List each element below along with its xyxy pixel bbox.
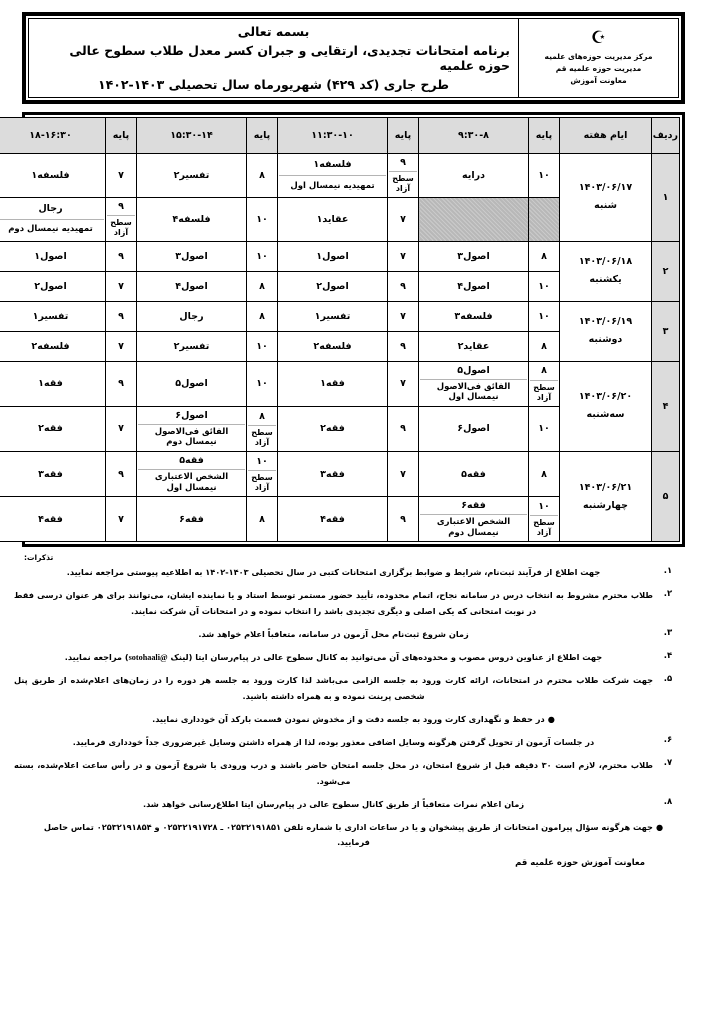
course-cell: اصول۳: [137, 241, 247, 271]
grade-cell: ۷: [388, 197, 419, 241]
course-split: [138, 408, 245, 450]
course-cell: تفسیر۱: [0, 301, 106, 331]
course-secondary: تمهیدیه نیمسال دوم: [8, 224, 93, 235]
signature-line: معاونت آموزش حوزه علمیه قم: [515, 857, 645, 868]
course-cell: اصول۶: [419, 406, 529, 451]
grade-cell: ۱۰: [529, 301, 560, 331]
document-header: [22, 12, 685, 104]
table-row: [0, 301, 680, 331]
grade-split: [248, 453, 276, 495]
bismillah-text: بسمه تعالی: [237, 24, 310, 39]
note-bullet: [14, 820, 693, 851]
course-cell: فقه۱: [278, 361, 388, 406]
note-number: ۵.: [663, 673, 673, 684]
grade-split: [389, 155, 417, 196]
course-cell: فقه۶: [137, 497, 247, 542]
grade-cell: ۹: [106, 361, 137, 406]
note-item: [14, 758, 693, 790]
grade-cell: ۱۰: [247, 241, 278, 271]
course-cell: [0, 197, 106, 241]
note-text: جهت شرکت طلاب محترم در امتحانات، ارائه کارت ورود به جلسه الزامی می‌باشد لذا کارت ورود به جلسه هر دوره را در زمان‌های اعلام‌شده از طریق پنل شخصی پرینت نموده و به همراه داشته باشید.: [14, 675, 653, 702]
note-item: [14, 588, 693, 620]
note-text: طلاب محترم مشروط به انتخاب درس در سامانه نجاح، اتمام محدوده، تأیید حضور مستمر توسط استاد و یا نماینده ایشان، می‌توانند برای هر عنوان درسی فقط در نوبت امتحانی که یکی اصلی و دیگری تجدیدی باشد را انتخاب نموده و در امتحانات آن شرکت نمایند.: [14, 590, 653, 617]
grade-cell: [529, 361, 560, 406]
course-cell: تفسیر۲: [137, 331, 247, 361]
grade-cell: ۱۰: [529, 406, 560, 451]
note-number: ۸.: [663, 797, 673, 808]
grade-cell: ۹: [388, 331, 419, 361]
grade-cell: ۷: [388, 301, 419, 331]
course-secondary: تمهیدیه نیمسال اول: [290, 180, 375, 191]
exam-weekday: چهارشنبه: [582, 499, 628, 511]
note-item: [14, 735, 693, 751]
course-secondary: الشخص الاعتباری نیمسال اول: [154, 471, 229, 493]
notes-section: [14, 553, 693, 868]
org-line-3: معاونت آموزش: [570, 76, 627, 86]
grade-cell: ۷: [106, 331, 137, 361]
col-header-paye-4: پایه: [106, 118, 137, 154]
grade-cell: ۸: [247, 301, 278, 331]
note-bullet-text: جهت هرگونه سؤال پیرامون امتحانات از طریق پیشخوان و یا در ساعات اداری با شماره تلفن ۰۲۵۳۲۱۹۱۸۵۱ ـ ۰۲۵۳۲۱۹۱۷۲۸ و ۰۲۵۳۲۱۹۱۸۵۴ تماس حاصل فرمایید.: [43, 821, 653, 848]
note-number: ۷.: [663, 758, 673, 769]
course-cell: رجال: [137, 301, 247, 331]
weekday-date-cell: [560, 301, 652, 361]
note-number: ۲.: [663, 588, 673, 599]
grade-secondary: سطح آزاد: [533, 518, 555, 538]
grade-cell: ۸: [247, 154, 278, 198]
weekday-date-cell: [560, 154, 652, 242]
col-header-paye-3: پایه: [247, 118, 278, 154]
note-number: ۱.: [663, 565, 673, 576]
note-item: [14, 650, 693, 666]
note-bullet: [14, 712, 693, 728]
table-row: [0, 241, 680, 271]
course-cell: [278, 154, 388, 198]
grade-cell: ۷: [106, 497, 137, 542]
row-index-cell: ۵: [652, 452, 680, 542]
grade-split: [248, 408, 276, 450]
note-text: طلاب محترم، لازم است ۳۰ دقیقه قبل از شروع امتحان، در محل جلسه امتحان حاضر باشند و درب ورودی با شروع آزمون و در رأس ساعت اعلام‌شده، بسته می‌شود.: [14, 759, 653, 786]
grade-cell: [529, 497, 560, 542]
course-cell: فلسفه۲: [278, 331, 388, 361]
course-cell: فقه۱: [0, 361, 106, 406]
course-split: [420, 498, 527, 540]
note-text: در جلسات آزمون از تحویل گرفتن هرگونه وسایل اضافی معذور بوده، لذا از همراه داشتن وسایل غیرضروری جداً خودداری فرمایید.: [72, 736, 595, 747]
course-split: [0, 199, 104, 240]
grade-cell: ۱۰: [529, 271, 560, 301]
document-title-block: [29, 19, 518, 97]
course-cell: [419, 361, 529, 406]
exam-date: ۱۴۰۳/۰۶/۲۰: [578, 391, 633, 403]
exam-date: ۱۴۰۳/۰۶/۱۷: [578, 182, 633, 194]
schedule-table-frame: [8, 112, 685, 547]
row-index-cell: ۴: [652, 361, 680, 451]
row-index-cell: ۲: [652, 241, 680, 301]
course-cell: فقه۳: [0, 452, 106, 497]
grade-cell: [388, 154, 419, 198]
note-number: ۶.: [663, 735, 673, 746]
org-line-2: مدیریت حوزه علمیه قم: [555, 63, 642, 73]
page-subtitle: طرح جاری (کد ۴۲۹) شهریورماه سال تحصیلی ۱۴۰۳-۱۴۰۲: [98, 77, 450, 92]
col-header-radif: ردیف: [652, 118, 680, 154]
course-cell: فلسفه۱: [0, 154, 106, 198]
grade-cell: ۱۰: [529, 154, 560, 198]
bullet-dot-icon: ●: [655, 821, 664, 832]
course-split: [279, 155, 386, 196]
note-number: ۴.: [663, 650, 673, 661]
exam-weekday: دوشنبه: [588, 334, 623, 346]
iran-emblem-icon: ☪: [590, 27, 607, 48]
course-cell: فقه۳: [278, 452, 388, 497]
grade-cell: [247, 406, 278, 451]
bullet-dot-icon: ●: [547, 714, 555, 725]
course-split: [420, 363, 527, 405]
col-header-paye-2: پایه: [388, 118, 419, 154]
note-item: [14, 797, 693, 813]
row-index-cell: ۳: [652, 301, 680, 361]
weekday-date-cell: [560, 452, 652, 542]
col-header-slot-2: ۱۱:۳۰-۱۰: [278, 118, 388, 154]
table-row: [0, 452, 680, 497]
note-item: [14, 673, 693, 705]
course-secondary: الفائق فی‌الاصول نیمسال اول: [436, 381, 511, 403]
grade-primary: ۱۰: [248, 453, 276, 471]
grade-cell: ۹: [106, 301, 137, 331]
course-cell: اصول۵: [137, 361, 247, 406]
grade-primary: ۸: [248, 408, 276, 426]
course-cell: اصول۴: [419, 271, 529, 301]
course-secondary: الشخص الاعتباری نیمسال دوم: [436, 517, 511, 538]
grade-cell: ۹: [106, 241, 137, 271]
org-line-1: مرکز مدیریت حوزه‌های علمیه: [544, 51, 653, 61]
grade-cell: ۷: [106, 406, 137, 451]
grade-primary: ۱۰: [530, 498, 558, 516]
course-cell: اصول۲: [0, 271, 106, 301]
col-header-slot-4: ۱۸-۱۶:۳۰: [0, 118, 106, 154]
page-title: برنامه امتحانات تجدیدی، ارتقایی و جبران کسر معدل طلاب سطوح عالی حوزه علمیه: [69, 43, 510, 73]
note-text: زمان شروع ثبت‌نام محل آزمون در سامانه، متعاقباً اعلام خواهد شد.: [198, 629, 469, 640]
course-cell: اصول۱: [278, 241, 388, 271]
course-cell: درایه: [419, 154, 529, 198]
exam-date: ۱۴۰۳/۰۶/۱۹: [578, 316, 633, 328]
course-primary: فقه۶: [420, 498, 527, 515]
course-cell: [137, 406, 247, 451]
grade-cell: ۱۰: [247, 331, 278, 361]
grade-cell: ۷: [388, 452, 419, 497]
organization-logo-block: [518, 19, 678, 97]
note-bullet-text: در حفظ و نگهداری کارت ورود به جلسه دقت و از مخدوش نمودن قسمت بارکد آن خودداری نمایید.: [152, 714, 545, 725]
course-primary: اصول۶: [138, 408, 245, 425]
grade-secondary: سطح آزاد: [392, 173, 414, 193]
grade-primary: ۹: [389, 155, 417, 172]
weekday-date-cell: [560, 361, 652, 451]
grade-split: [530, 498, 558, 540]
course-secondary: الفائق فی‌الاصول نیمسال دوم: [154, 426, 229, 448]
course-primary: رجال: [0, 199, 104, 220]
notes-list: [14, 565, 693, 851]
note-text: زمان اعلام نمرات متعاقباً از طریق کانال سطوح عالی در پیام‌رسان ایتا اطلاع‌رسانی خواهد شد.: [142, 798, 525, 809]
grade-cell: [247, 452, 278, 497]
exam-date: ۱۴۰۳/۰۶/۱۸: [578, 256, 633, 268]
course-cell: فقه۵: [419, 452, 529, 497]
course-cell: اصول۴: [137, 271, 247, 301]
course-cell: فلسفه۲: [0, 331, 106, 361]
course-cell: اصول۲: [278, 271, 388, 301]
grade-cell: ۷: [106, 271, 137, 301]
grade-cell: ۸: [247, 497, 278, 542]
grade-primary: ۹: [107, 199, 135, 216]
grade-cell: ۱۰: [247, 197, 278, 241]
grade-secondary: سطح آزاد: [251, 473, 273, 493]
grade-secondary: سطح آزاد: [533, 382, 555, 402]
course-cell: عقاید۱: [278, 197, 388, 241]
exam-weekday: سه‌شنبه: [586, 409, 625, 421]
col-header-weekday: ایام هفته: [560, 118, 652, 154]
grade-cell: ۱۰: [247, 361, 278, 406]
grade-cell: ۷: [388, 361, 419, 406]
grade-cell: ۹: [388, 271, 419, 301]
grade-cell: ۷: [106, 154, 137, 198]
weekday-date-cell: [560, 241, 652, 301]
course-primary: اصول۵: [420, 363, 527, 380]
grade-cell: ۸: [529, 331, 560, 361]
grade-secondary: سطح آزاد: [251, 428, 273, 447]
course-cell: اصول۱: [0, 241, 106, 271]
grade-cell: ۷: [388, 241, 419, 271]
course-cell: فقه۴: [0, 497, 106, 542]
exam-date: ۱۴۰۳/۰۶/۲۱: [578, 481, 633, 493]
col-header-slot-1: ۹:۳۰-۸: [419, 118, 529, 154]
exam-weekday: یکشنبه: [589, 274, 622, 286]
grade-cell: ۹: [388, 497, 419, 542]
course-split: [138, 453, 245, 495]
course-cell: تفسیر۲: [137, 154, 247, 198]
course-cell: [137, 452, 247, 497]
empty-course-cell: [419, 197, 529, 241]
note-text: جهت اطلاع از فرآیند ثبت‌نام، شرایط و ضوابط برگزاری امتحانات کتبی در سال تحصیلی ۱۴۰۳-۱۴۰۲ به اطلاعیه پیوستی مراجعه نمایید.: [66, 567, 601, 578]
course-cell: فقه۲: [0, 406, 106, 451]
course-cell: عقاید۲: [419, 331, 529, 361]
grade-primary: ۸: [530, 363, 558, 381]
course-cell: فلسفه۴: [137, 197, 247, 241]
course-primary: فقه۵: [138, 453, 245, 470]
course-primary: فلسفه۱: [279, 155, 386, 176]
col-header-slot-3: ۱۵:۳۰-۱۴: [137, 118, 247, 154]
grade-cell: ۹: [106, 452, 137, 497]
row-index-cell: ۱: [652, 154, 680, 242]
course-cell: [419, 497, 529, 542]
course-cell: تفسیر۱: [278, 301, 388, 331]
grade-split: [107, 199, 135, 240]
note-number: ۳.: [663, 627, 673, 638]
grade-secondary: سطح آزاد: [110, 217, 132, 237]
grade-cell: ۸: [529, 452, 560, 497]
note-item: [14, 627, 693, 643]
empty-grade-cell: [529, 197, 560, 241]
telegram-channel-link[interactable]: @sotohaali: [128, 653, 168, 663]
notes-label: تذکرات:: [24, 553, 54, 563]
table-row: [0, 154, 680, 198]
note-text: جهت اطلاع از عناوین دروس مصوب و محدوده‌های آن می‌توانید به کانال سطوح عالی در پیام‌رسان ایتا (لینک @sotohaali) مراجعه نمایید.: [64, 652, 603, 663]
table-row: [0, 361, 680, 406]
exam-weekday: شنبه: [594, 200, 617, 212]
grade-cell: [106, 197, 137, 241]
grade-cell: ۸: [247, 271, 278, 301]
course-cell: فقه۴: [278, 497, 388, 542]
grade-cell: ۹: [388, 406, 419, 451]
course-cell: فلسفه۳: [419, 301, 529, 331]
course-cell: اصول۳: [419, 241, 529, 271]
course-cell: فقه۲: [278, 406, 388, 451]
grade-cell: ۸: [529, 241, 560, 271]
grade-split: [530, 363, 558, 405]
note-item: [14, 565, 693, 581]
exam-schedule-table: [0, 117, 680, 542]
table-header-row: [0, 118, 680, 154]
col-header-paye-1: پایه: [529, 118, 560, 154]
